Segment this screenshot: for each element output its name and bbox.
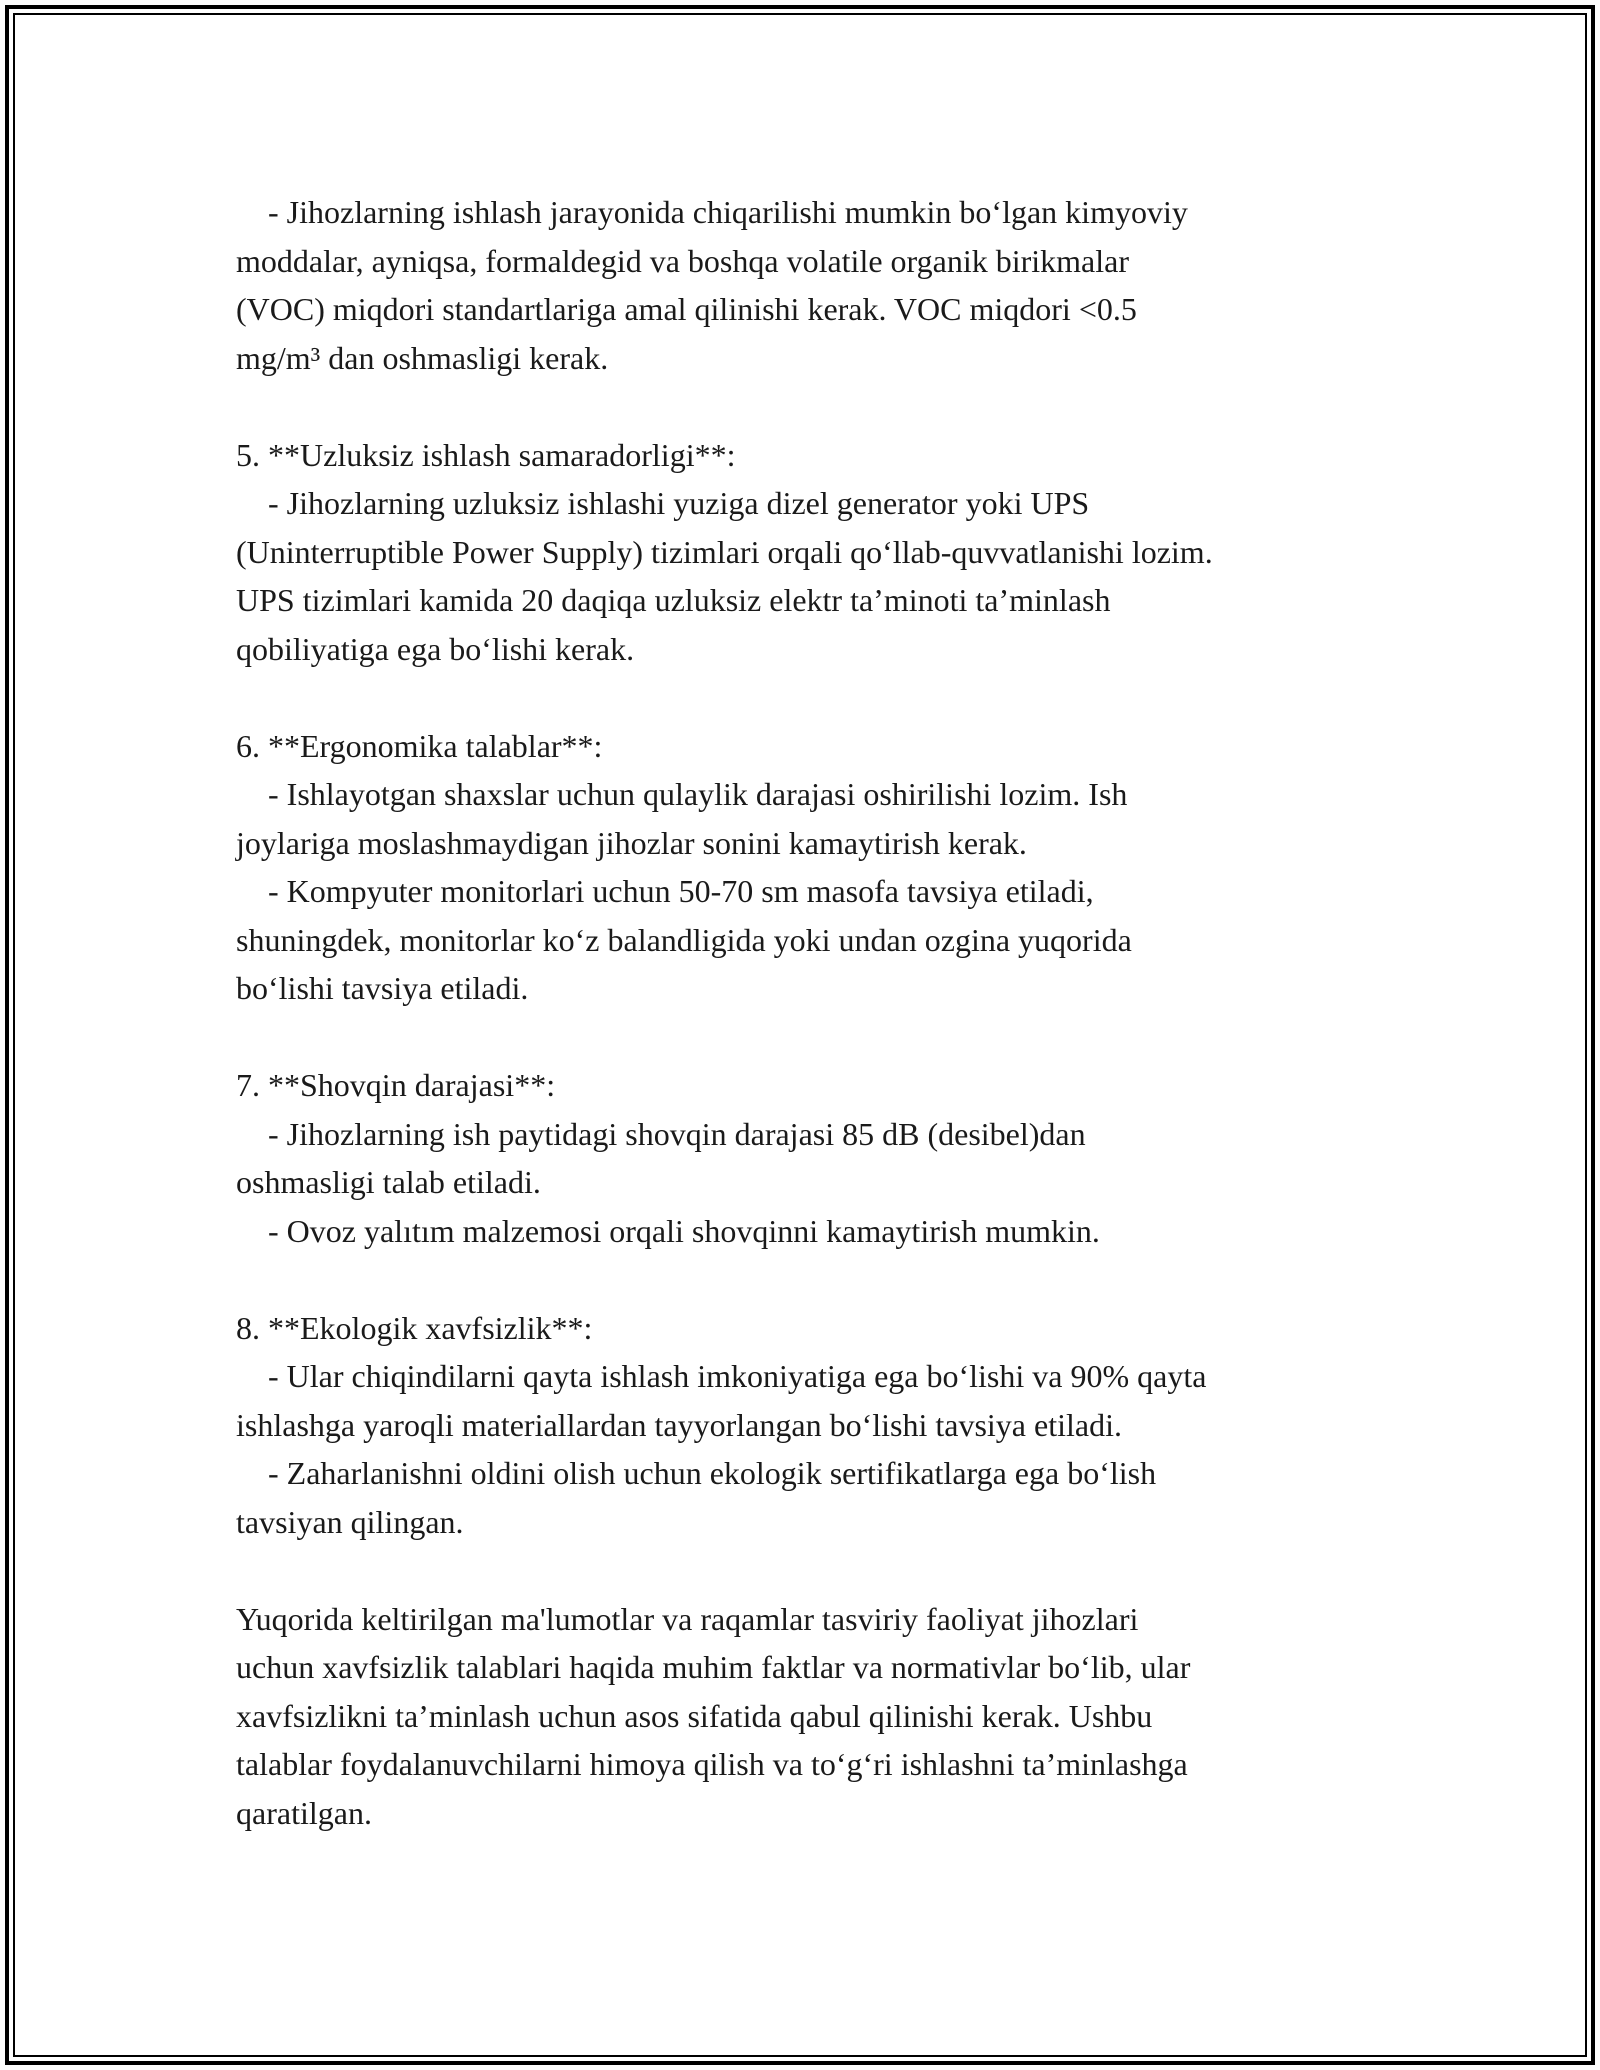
text-line: - Jihozlarning uzluksiz ishlashi yuziga dizel generator yoki UPS [236,485,1090,521]
text-line: shuningdek, monitorlar ko‘z balandligida yoki undan ozgina yuqorida [236,921,1132,958]
text-line: (Uninterruptible Power Supply) tizimlari orqali qo‘llab-quvvatlanishi lozim. [236,533,1213,570]
text-line: qaratilgan. [236,1794,372,1831]
text-block [236,722,1416,1013]
text-line: ishlashga yaroqli materiallardan tayyorlangan bo‘lishi tavsiya etiladi. [236,1406,1122,1443]
text-line: (VOC) miqdori standartlariga amal qilinishi kerak. VOC miqdori <0.5 [236,291,1137,327]
paragraph-spacer [236,1013,1416,1062]
text-line: - Ovoz yalıtım malzemosi orqali shovqinni kamaytirish mumkin. [236,1212,1100,1249]
text-line: 7. **Shovqin darajasi**: [236,1067,556,1103]
text-line: - Jihozlarning ish paytidagi shovqin darajasi 85 dB (desibel)dan [236,1115,1086,1152]
text-line: talablar foydalanuvchilarni himoya qilish va to‘g‘ri ishlashni ta’minlashga [236,1746,1188,1782]
text-line: - Ular chiqindilarni qayta ishlash imkoniyatiga ega bo‘lishi va 90% qayta [236,1358,1207,1394]
text-line: 5. **Uzluksiz ishlash samaradorligi**: [236,436,736,473]
paragraph-spacer [236,1546,1416,1595]
text-block [236,188,1416,382]
text-line: 8. **Ekologik xavfsizlik**: [236,1309,593,1346]
text-block [236,431,1416,674]
text-line: Yuqorida keltirilgan ma'lumotlar va raqamlar tasviriy faoliyat jihozlari [236,1600,1139,1637]
paragraph-spacer [236,1255,1416,1304]
text-block [236,1304,1416,1547]
text-block [236,1061,1416,1255]
text-line: mg/m³ dan oshmasligi kerak. [236,339,609,376]
text-block [236,1595,1416,1838]
document-body [236,188,1416,1837]
text-line: moddalar, ayniqsa, formaldegid va boshqa volatile organik birikmalar [236,242,1129,279]
paragraph-spacer [236,673,1416,722]
text-line: - Zaharlanishni oldini olish uchun ekologik sertifikatlarga ega bo‘lish [236,1455,1157,1491]
text-line: xavfsizlikni ta’minlash uchun asos sifatida qabul qilinishi kerak. Ushbu [236,1697,1153,1734]
text-line: joylariga moslashmaydigan jihozlar sonini kamaytirish kerak. [236,824,1027,861]
text-line: 6. **Ergonomika talablar**: [236,727,603,764]
text-line: - Kompyuter monitorlari uchun 50-70 sm masofa tavsiya etiladi, [236,873,1094,909]
text-line: uchun xavfsizlik talablari haqida muhim faktlar va normativlar bo‘lib, ular [236,1649,1191,1685]
text-line: UPS tizimlari kamida 20 daqiqa uzluksiz elektr ta’minoti ta’minlash [236,582,1111,618]
text-line: qobiliyatiga ega bo‘lishi kerak. [236,630,635,667]
text-line: - Ishlayotgan shaxslar uchun qulaylik darajasi oshirilishi lozim. Ish [236,776,1128,812]
text-line: tavsiyan qilingan. [236,1503,464,1540]
text-line: oshmasligi talab etiladi. [236,1164,541,1200]
paragraph-spacer [236,382,1416,431]
text-line: bo‘lishi tavsiya etiladi. [236,970,529,1006]
text-line: - Jihozlarning ishlash jarayonida chiqarilishi mumkin bo‘lgan kimyoviy [236,194,1188,230]
